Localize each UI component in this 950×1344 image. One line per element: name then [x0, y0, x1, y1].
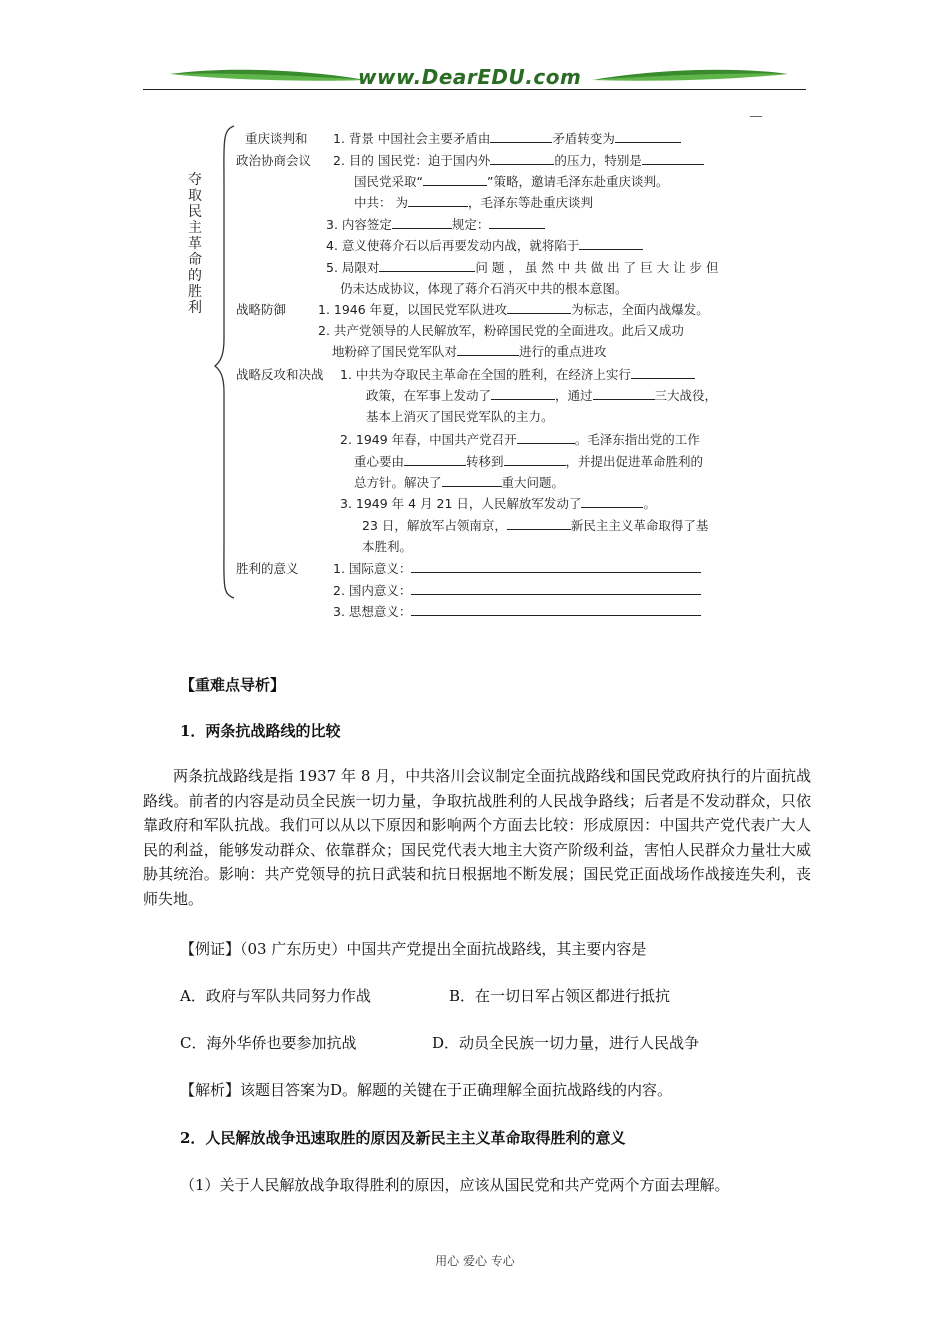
outline-line: 国民党采取“ ”策略，邀请毛泽东赴重庆谈判。: [354, 174, 669, 189]
logo-swoosh-right-icon: [590, 64, 790, 88]
outline-line: 2. 国内意义：: [333, 581, 701, 599]
example-line: 【例证】（03 广东历史）中国共产党提出全面抗战路线，其主要内容是: [180, 940, 647, 958]
outline-line: 3. 内容签定 规定：: [326, 215, 545, 233]
corner-mark: [750, 116, 762, 117]
outline-line: 基本上消灭了国民党军队的主力。: [366, 409, 554, 424]
header-rule: [143, 89, 806, 90]
outline-line: 23 日，解放军占领南京， 新民主主义革命取得了基: [362, 518, 709, 533]
paragraph-2: （1）关于人民解放战争取得胜利的原因，应该从国民党和共产党两个方面去理解。: [180, 1176, 730, 1194]
outline-line: 1. 1946 年夏，以国民党军队进攻 为标志，全面内战爆发。: [318, 302, 709, 317]
page-footer: 用心 爱心 专心: [435, 1254, 515, 1268]
option-c: C．海外华侨也要参加抗战: [180, 1034, 357, 1052]
analysis-line: 【解析】该题目答案为D。解题的关键在于正确理解全面抗战路线的内容。: [180, 1081, 673, 1099]
outline-line: 1. 背景 中国社会主要矛盾由 矛盾转变为: [333, 129, 681, 147]
outline-line: 5. 局限对 问 题 ， 虽 然 中 共 做 出 了 巨 大 让 步 但: [326, 260, 719, 275]
section-label: 战略防御: [236, 302, 287, 317]
outline-line: 中共： 为 ，毛泽东等赴重庆谈判: [354, 195, 593, 210]
heading-2: 2．人民解放战争迅速取胜的原因及新民主主义革命取得胜利的意义: [180, 1129, 626, 1147]
section-label: 胜利的意义: [236, 561, 299, 576]
section-label: 重庆谈判和: [245, 131, 308, 146]
outline-line: 2. 目的 国民党：迫于国内外 的压力，特别是: [333, 151, 704, 169]
outline-line: 3. 1949 年 4 月 21 日，人民解放军发动了 。: [340, 496, 656, 511]
outline-line: 2. 共产党领导的人民解放军，粉碎国民党的全面进攻。此后又成功: [318, 323, 684, 338]
option-b: B．在一切日军占领区都进行抵抗: [449, 987, 671, 1005]
outline-line: 政策，在军事上发动了 ，通过 三大战役，: [366, 388, 718, 403]
heading-1: 1．两条抗战路线的比较: [180, 722, 341, 740]
outline-line: 总方针。解决了 重大问题。: [354, 475, 565, 490]
logo-swoosh-left-icon: [168, 64, 368, 88]
outline-line: 3. 思想意义：: [333, 602, 701, 620]
option-a: A．政府与军队共同努力作战: [180, 987, 371, 1005]
site-logo: www.DearEDU.com: [358, 65, 582, 89]
outline-line: 2. 1949 年春，中国共产党召开 。毛泽东指出党的工作: [340, 432, 700, 447]
section-label: 政治协商会议: [236, 153, 312, 168]
paragraph-1: 两条抗战路线是指 1937 年 8 月，中共洛川会议制定全面抗战路线和国民党政府执行的片面抗战路线。前者的内容是动员全民族一切力量，争取抗战胜利的人民战争路线；后者是不发动群众，只依靠政府和军队抗战。我们可以从以下原因和影响两个方面去比较：形成原因：中国共产党代表广大人民的利益，能够发动群众、依靠群众；国民党代表大地主大资产阶级利益，害怕人民群众力量壮大威胁其统治。影响：共产党领导的抗日武装和抗日根据地不断发展；国民党正面战场作战接连失利，丧师失地。: [143, 767, 811, 908]
section-heading: 【重难点导析】: [180, 676, 286, 694]
outline-brace-icon: [212, 124, 238, 600]
outline-line: 1. 国际意义：: [333, 559, 701, 577]
outline-line: 4. 意义使蒋介石以后再要发动内战，就将陷于: [326, 236, 643, 254]
section-label: 战略反攻和决战: [236, 367, 324, 382]
outline-line: 1. 中共为夺取民主革命在全国的胜利，在经济上实行: [340, 365, 695, 383]
outline-line: 地粉碎了国民党军队对 进行的重点进攻: [332, 344, 607, 359]
outline-line: 重心要由 转移到 ，并提出促进革命胜利的: [354, 454, 704, 469]
outline-line: 本胜利。: [362, 539, 413, 554]
outline-vertical-title: 夺 取 民 主 革 命 的 胜 利: [188, 172, 202, 316]
option-d: D．动员全民族一切力量，进行人民战争: [432, 1034, 700, 1052]
outline-line: 仍未达成协议，体现了蒋介石消灭中共的根本意图。: [340, 281, 628, 296]
